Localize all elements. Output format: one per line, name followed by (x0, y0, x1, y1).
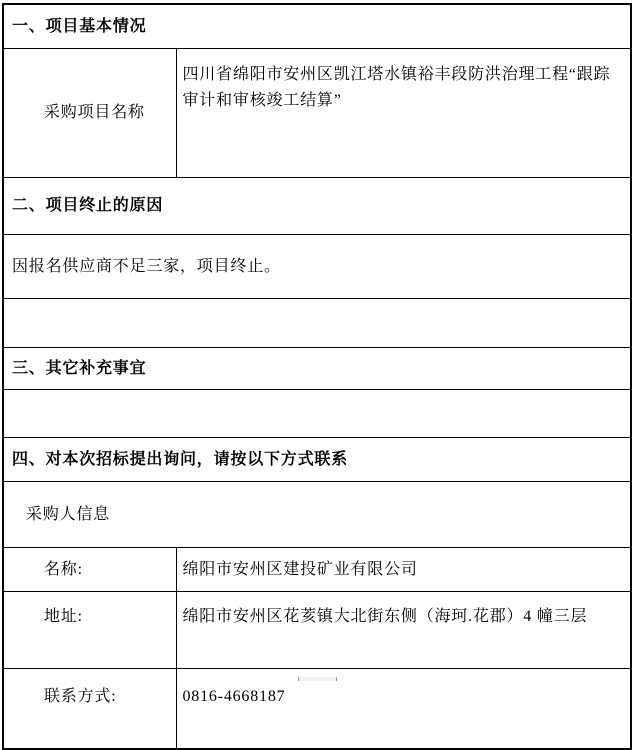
project-name-value: 四川省绵阳市安州区凯江塔水镇裕丰段防洪治理工程“跟踪审计和审核竣工结算” (176, 49, 631, 178)
text-row-purchaser-info (3, 482, 631, 548)
section-header-supplementary: 三、其它补充事宜 (3, 348, 631, 390)
section-header-row-contact (3, 438, 631, 482)
section-header-row-basic-info (3, 4, 631, 49)
purchaser-info-subtitle: 采购人信息 (3, 482, 631, 548)
empty-row (3, 390, 631, 438)
purchaser-name-value: 绵阳市安州区建投矿业有限公司 (176, 548, 631, 592)
field-row-purchaser-address (3, 592, 631, 669)
section-header-basic-info: 一、项目基本情况 (3, 4, 631, 49)
field-row-project-name (3, 49, 631, 178)
termination-reason-text: 因报名供应商不足三家，项目终止。 (3, 235, 631, 299)
purchaser-name-label: 名称: (3, 548, 176, 592)
purchaser-address-value: 绵阳市安州区花荄镇大北街东侧（海珂.花郡）4 幢三层 (176, 592, 631, 669)
empty-row (3, 299, 631, 348)
table-resize-handle[interactable] (298, 677, 337, 681)
purchaser-phone-value: 0816-4668187 (176, 669, 631, 750)
purchaser-address-label: 地址: (3, 592, 176, 669)
section-header-row-supplementary (3, 348, 631, 390)
section-header-row-termination-reason (3, 178, 631, 235)
section-header-termination-reason: 二、项目终止的原因 (3, 178, 631, 235)
section-header-contact: 四、对本次招标提出询问，请按以下方式联系 (3, 438, 631, 482)
purchaser-phone-label: 联系方式: (3, 669, 176, 750)
text-row-termination-reason (3, 235, 631, 299)
announcement-table (2, 3, 632, 750)
empty-cell (3, 299, 631, 348)
project-name-label: 采购项目名称 (3, 49, 176, 178)
field-row-purchaser-name (3, 548, 631, 592)
empty-cell (3, 390, 631, 438)
